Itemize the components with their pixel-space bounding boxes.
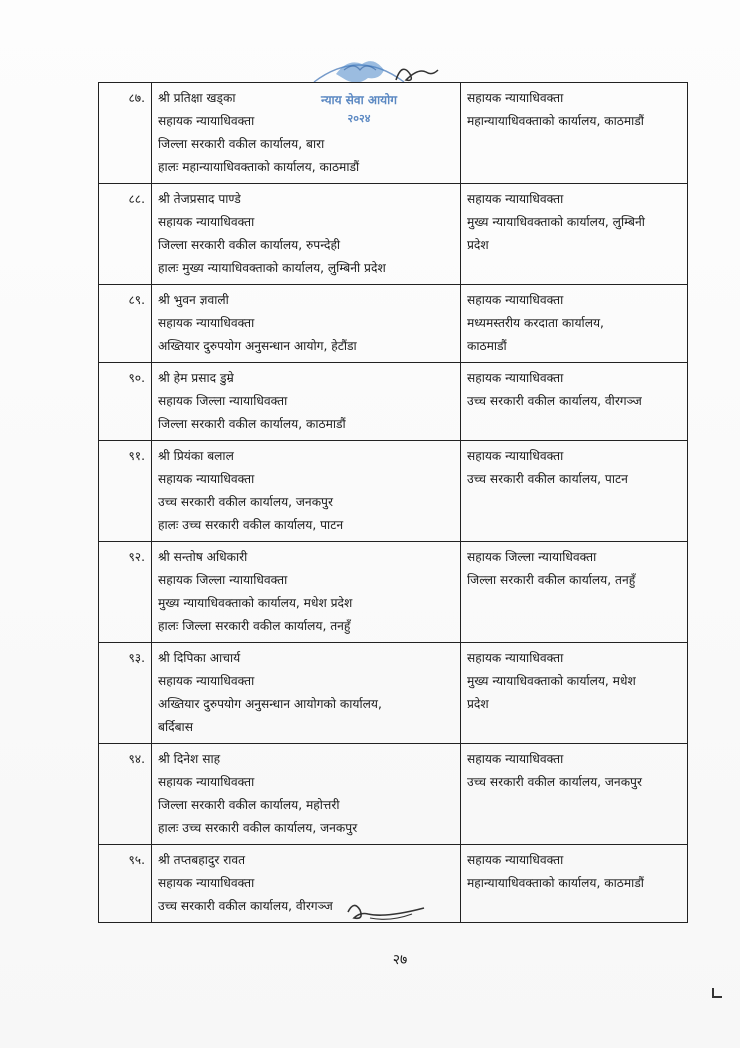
person-name: श्री दिपिका आचार्य: [158, 651, 241, 665]
new-posting: [461, 542, 688, 643]
table-row: [99, 83, 688, 184]
person-detail-line: सहायक न्यायाधिवक्ता: [158, 114, 255, 128]
posting-line: मुख्य न्यायाधिवक्ताको कार्यालय, मधेश: [467, 674, 636, 688]
new-posting: [461, 184, 688, 285]
posting-line: प्रदेश: [467, 238, 489, 252]
posting-line: उच्च सरकारी वकील कार्यालय, वीरगञ्ज: [467, 394, 642, 408]
person-detail-line: सहायक न्यायाधिवक्ता: [158, 775, 255, 789]
person-detail-line: हालः जिल्ला सरकारी वकील कार्यालय, तनहुँ: [158, 619, 351, 633]
posting-line: सहायक न्यायाधिवक्ता: [467, 752, 564, 766]
new-posting: [461, 285, 688, 363]
person-detail-line: जिल्ला सरकारी वकील कार्यालय, काठमाडौं: [158, 417, 346, 431]
person-detail-line: जिल्ला सरकारी वकील कार्यालय, महोत्तरी: [158, 798, 340, 812]
posting-line: मध्यमस्तरीय करदाता कार्यालय,: [467, 316, 604, 330]
person-detail-line: सहायक न्यायाधिवक्ता: [158, 472, 255, 486]
table-row: [99, 441, 688, 542]
posting-line: प्रदेश: [467, 697, 489, 711]
new-posting: [461, 83, 688, 184]
person-detail-line: हालः उच्च सरकारी वकील कार्यालय, पाटन: [158, 518, 344, 532]
person-detail-line: हालः उच्च सरकारी वकील कार्यालय, जनकपुर: [158, 821, 358, 835]
person-name: श्री भुवन ज्ञवाली: [158, 293, 229, 307]
posting-line: सहायक न्यायाधिवक्ता: [467, 91, 564, 105]
officials-table: [98, 82, 688, 923]
seal-text: न्याय सेवा आयोग: [321, 93, 397, 107]
person-name: श्री तप्तबहादुर रावत: [158, 853, 246, 867]
person-detail-line: सहायक न्यायाधिवक्ता: [158, 876, 255, 890]
seal-year: २०२४: [347, 112, 371, 125]
serial-number: ९४.: [99, 744, 152, 845]
person-detail-line: उच्च सरकारी वकील कार्यालय, वीरगञ्ज: [158, 899, 333, 913]
new-posting: [461, 441, 688, 542]
page-number: २७: [392, 952, 408, 968]
person-details: [152, 542, 461, 643]
posting-line: सहायक न्यायाधिवक्ता: [467, 449, 564, 463]
person-detail-line: सहायक न्यायाधिवक्ता: [158, 674, 255, 688]
posting-line: सहायक न्यायाधिवक्ता: [467, 192, 564, 206]
person-details: [152, 643, 461, 744]
corner-mark: [712, 988, 722, 998]
serial-number: ८८.: [99, 184, 152, 285]
person-name: श्री सन्तोष अधिकारी: [158, 550, 248, 564]
person-detail-line: सहायक न्यायाधिवक्ता: [158, 316, 255, 330]
person-details: [152, 441, 461, 542]
person-detail-line: अख्तियार दुरुपयोग अनुसन्धान आयोगको कार्यालय,: [158, 697, 382, 711]
person-detail-line: सहायक जिल्ला न्यायाधिवक्ता: [158, 573, 288, 587]
table-row: [99, 744, 688, 845]
person-detail-line: हालः मुख्य न्यायाधिवक्ताको कार्यालय, लुम्बिनी प्रदेश: [158, 261, 386, 275]
person-details: [152, 363, 461, 441]
person-detail-line: अख्तियार दुरुपयोग अनुसन्धान आयोग, हेटौंडा: [158, 339, 357, 353]
person-detail-line: सहायक जिल्ला न्यायाधिवक्ता: [158, 394, 288, 408]
posting-line: मुख्य न्यायाधिवक्ताको कार्यालय, लुम्बिनी: [467, 215, 645, 229]
person-details: [152, 285, 461, 363]
serial-number: ९२.: [99, 542, 152, 643]
person-detail-line: सहायक न्यायाधिवक्ता: [158, 215, 255, 229]
table-row: [99, 363, 688, 441]
person-name: श्री तेजप्रसाद पाण्डे: [158, 192, 241, 206]
posting-line: सहायक न्यायाधिवक्ता: [467, 651, 564, 665]
person-name: श्री प्रियंका बलाल: [158, 449, 234, 463]
table-row: [99, 184, 688, 285]
table-row: [99, 542, 688, 643]
new-posting: [461, 643, 688, 744]
posting-line: सहायक न्यायाधिवक्ता: [467, 293, 564, 307]
person-detail-line: मुख्य न्यायाधिवक्ताको कार्यालय, मधेश प्रदेश: [158, 596, 353, 610]
posting-line: काठमाडौं: [467, 339, 507, 353]
person-name: श्री प्रतिक्षा खड्का: [158, 91, 236, 105]
person-name: श्री दिनेश साह: [158, 752, 221, 766]
posting-line: उच्च सरकारी वकील कार्यालय, पाटन: [467, 472, 628, 486]
person-details: [152, 744, 461, 845]
serial-number: ९५.: [99, 845, 152, 923]
new-posting: [461, 845, 688, 923]
posting-line: जिल्ला सरकारी वकील कार्यालय, तनहुँ: [467, 573, 636, 587]
posting-line: सहायक न्यायाधिवक्ता: [467, 371, 564, 385]
serial-number: ९१.: [99, 441, 152, 542]
person-detail-line: हालः महान्यायाधिवक्ताको कार्यालय, काठमाडौं: [158, 160, 360, 174]
new-posting: [461, 363, 688, 441]
person-detail-line: उच्च सरकारी वकील कार्यालय, जनकपुर: [158, 495, 333, 509]
person-details: [152, 83, 461, 184]
table-row: [99, 643, 688, 744]
posting-line: महान्यायाधिवक्ताको कार्यालय, काठमाडौं: [467, 114, 644, 128]
person-detail-line: बर्दिबास: [158, 720, 193, 734]
posting-line: सहायक न्यायाधिवक्ता: [467, 853, 564, 867]
serial-number: ९३.: [99, 643, 152, 744]
serial-number: ८७.: [99, 83, 152, 184]
serial-number: ९०.: [99, 363, 152, 441]
posting-line: सहायक जिल्ला न्यायाधिवक्ता: [467, 550, 597, 564]
person-name: श्री हेम प्रसाद डुम्रे: [158, 371, 234, 385]
posting-line: महान्यायाधिवक्ताको कार्यालय, काठमाडौं: [467, 876, 644, 890]
person-details: [152, 184, 461, 285]
new-posting: [461, 744, 688, 845]
posting-line: उच्च सरकारी वकील कार्यालय, जनकपुर: [467, 775, 642, 789]
table-row: [99, 285, 688, 363]
serial-number: ८९.: [99, 285, 152, 363]
signature-bottom: [340, 898, 430, 934]
person-detail-line: जिल्ला सरकारी वकील कार्यालय, बारा: [158, 137, 325, 151]
person-detail-line: जिल्ला सरकारी वकील कार्यालय, रुपन्देही: [158, 238, 341, 252]
